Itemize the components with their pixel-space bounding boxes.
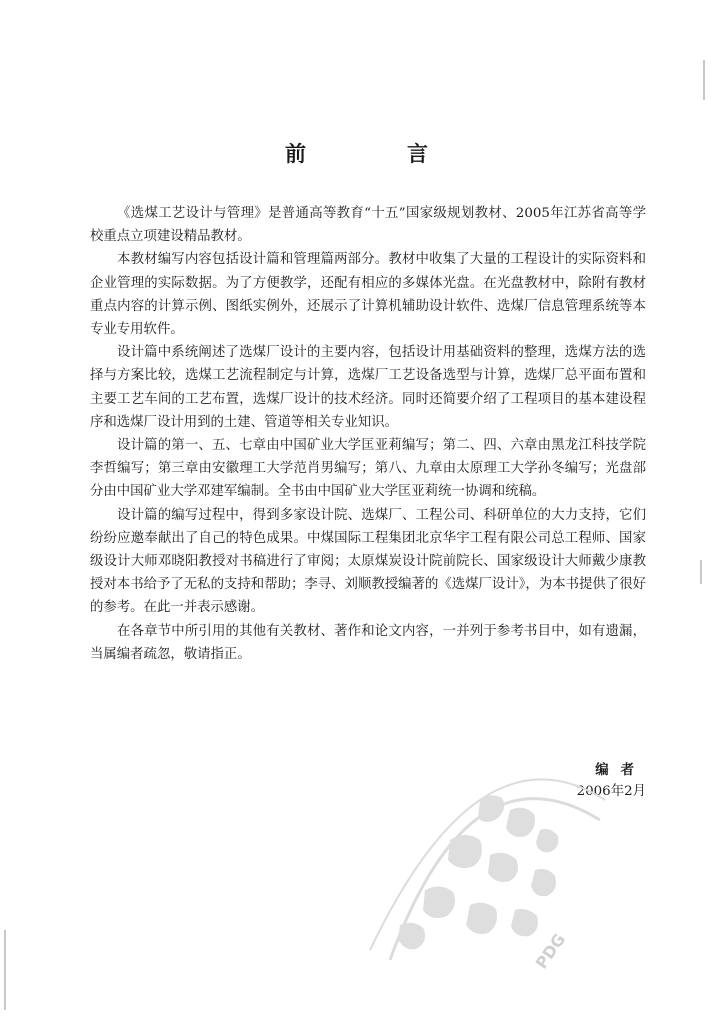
paragraph: 《选煤工艺设计与管理》是普通高等教育“十五”国家级规划教材、2005年江苏省高等学校重点立项建设精品教材。 [90,206,646,245]
signature-author: 编者 [595,763,646,778]
paragraph: 本教材编写内容包括设计篇和管理篇两部分。教材中收集了大量的工程设计的实际资料和企业管理的实际数据。为了方便教学，还配有相应的多媒体光盘。在光盘教材中，除附有教材重点内容的计算示例、图纸实例外，还展示了计算机辅助设计软件、选煤厂信息管理系统等本专业专用软件。 [90,252,646,338]
watermark-seal-icon [330,760,610,990]
paragraph: 设计篇中系统阐述了选煤厂设计的主要内容，包括设计用基础资料的整理，选煤方法的选择与方案比较，选煤工艺流程制定与计算，选煤厂工艺设备选型与计算，选煤厂总平面布置和主要工艺车间的工艺布置，选煤厂设计的技术经济。同时还简要介绍了工程项目的基本建设程序和选煤厂设计用到的土建、管道等相关专业知识。 [90,345,646,430]
signature-date: 2006年2月 [576,784,646,799]
page-title: 前 言 [285,142,468,166]
scan-edge-mark [703,60,705,100]
paragraph: 设计篇的编写过程中，得到多家设计院、选煤厂、工程公司、科研单位的大力支持，它们纷纷应邀奉献出了自己的特色成果。中煤国际工程集团北京华宇工程有限公司总工程师、国家级设计大师邓晓阳教授对书稿进行了审阅；太原煤炭设计院前院长、国家级设计大师戴少康教授对本书给予了无私的支持和帮助；李寻、刘顺教授编著的《选煤厂设计》，为本书提供了很好的参考。在此一并表示感谢。 [90,507,646,616]
paragraph: 设计篇的第一、五、七章由中国矿业大学匡亚莉编写；第二、四、六章由黑龙江科技学院李哲编写；第三章由安徽理工大学范肖男编写；第八、九章由太原理工大学孙冬编写；光盘部分由中国矿业大学邓建军编制。全书由中国矿业大学匡亚莉统一协调和统稿。 [90,438,646,500]
watermark-label: PDG [531,930,570,973]
scan-edge-mark [4,930,6,1010]
preface-body [90,202,646,666]
scan-edge-mark [700,560,702,584]
paragraph: 在各章节中所引用的其他有关教材、著作和论文内容，一并列于参考书目中，如有遗漏，当属编者疏忽，敬请指正。 [90,623,646,662]
